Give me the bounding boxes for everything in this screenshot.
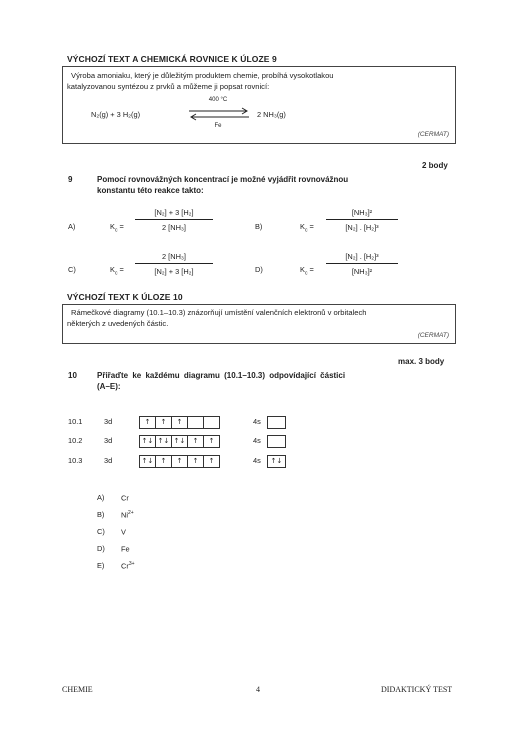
q10-question-line1: Přiřaďte ke každému diagramu (10.1–10.3) odpovídající částici: [97, 371, 346, 380]
q9-option-a-fraction: [135, 208, 213, 232]
q9-question-line2: konstantu této reakce takto:: [97, 186, 204, 195]
q9-number: 9: [68, 175, 73, 184]
q9-option-a-numerator: [N₂] + 3 [H₂]: [154, 208, 194, 217]
q10-answer-a-label: Cr: [121, 493, 129, 503]
q10-answer-c-letter[interactable]: C): [97, 527, 105, 536]
orbital-box: ↑↓: [139, 455, 156, 468]
orbital-box: [187, 416, 204, 429]
q10-answer-b-letter[interactable]: B): [97, 510, 105, 519]
q10-answer-b-label: $Ni^{2+}$: [121, 510, 134, 520]
diagram-10-2-4s-label: 4s: [253, 436, 261, 445]
q10-answer-e-letter[interactable]: E): [97, 561, 105, 570]
q9-option-c-denominator: [N₂] + 3 [H₂]: [154, 267, 194, 276]
intro10-text-line2: některých z uvedených částic.: [67, 319, 169, 328]
equilibrium-arrow-icon: [187, 107, 251, 121]
q9-question-line1: Pomocí rovnovážných koncentrací je možné vyjádřit rovnovážnou: [97, 175, 349, 184]
q10-answer-a-letter[interactable]: A): [97, 493, 105, 502]
equation-condition-bottom: Fe: [214, 123, 222, 129]
orbital-box: ↑: [171, 416, 188, 429]
diagram-10-2-3d-label: 3d: [104, 436, 113, 445]
diagram-10-3-4s-label: 4s: [253, 456, 261, 465]
diagram-10-1-3d-label: 3d: [104, 417, 113, 426]
q10-number: 10: [68, 371, 77, 380]
q9-option-b-numerator: [NH₃]²: [351, 208, 373, 217]
intro10-heading: VÝCHOZÍ TEXT K ÚLOZE 10: [67, 292, 183, 302]
footer-page-number: 4: [256, 685, 260, 694]
diagram-10-2-label: 10.2: [68, 436, 83, 445]
intro9-heading: VÝCHOZÍ TEXT A CHEMICKÁ ROVNICE K ÚLOZE 9: [67, 54, 277, 64]
q9-option-b-denominator: [N₂] . [H₂]³: [345, 223, 379, 232]
orbital-box: ↑: [155, 416, 172, 429]
orbital-box: ↑: [139, 416, 156, 429]
orbital-box: ↑↓: [139, 435, 156, 448]
q9-option-c-kc: $K_c$ =: [110, 265, 124, 277]
q9-option-d-kc: $K_c$ =: [300, 265, 314, 277]
intro10-text-line1: Rámečkové diagramy (10.1–10.3) znázorňují umístění valenčních elektronů v orbitalech: [71, 308, 367, 317]
q10-answer-d-label: Fe: [121, 544, 130, 554]
orbital-box: ↑: [187, 455, 204, 468]
intro10-box: [62, 304, 456, 344]
q9-option-c-fraction: [135, 252, 213, 276]
q9-option-b-kc: $K_c$ =: [300, 222, 314, 234]
q9-option-c-letter[interactable]: C): [68, 265, 76, 274]
diagram-10-3-3d-label: 3d: [104, 456, 113, 465]
q9-option-b-letter[interactable]: B): [255, 222, 263, 231]
intro10-source: (CERMAT): [417, 332, 449, 339]
q10-answer-e-label: $Cr^{3+}$: [121, 561, 135, 571]
q9-option-b-fraction: [326, 208, 398, 232]
orbital-box: ↑: [171, 455, 188, 468]
orbital-box: [203, 416, 220, 429]
q9-option-d-letter[interactable]: D): [255, 265, 263, 274]
orbital-box: ↑↓: [155, 435, 172, 448]
diagram-10-1-4s-label: 4s: [253, 417, 261, 426]
q10-answer-c-label: V: [121, 527, 126, 537]
orbital-box: ↑↓: [171, 435, 188, 448]
orbital-box: ↑: [155, 455, 172, 468]
orbital-box: ↑: [203, 455, 220, 468]
intro9-box: [62, 66, 456, 144]
diagram-10-1-4s-box: [267, 416, 286, 429]
diagram-10-2-4s-box: [267, 435, 286, 448]
q9-option-d-numerator: [N₂] . [H₂]³: [345, 252, 379, 261]
equation-reactants: N₂(g) + 3 H₂(g): [91, 110, 141, 119]
q9-option-d-fraction: [326, 252, 398, 276]
orbital-box: ↑: [203, 435, 220, 448]
diagram-10-3-label: 10.3: [68, 456, 83, 465]
intro9-text-line1: Výroba amoniaku, který je důležitým produktem chemie, probíhá vysokotlakou: [71, 71, 334, 80]
q9-option-a-letter[interactable]: A): [68, 222, 76, 231]
diagram-10-3-3d-boxes: [139, 455, 219, 468]
diagram-10-2-3d-boxes: [139, 435, 219, 448]
q9-points: 2 body: [422, 161, 448, 170]
intro9-text-line2: katalyzovanou syntézou z prvků a můžeme ji popsat rovnicí:: [67, 82, 270, 91]
q10-answer-d-letter[interactable]: D): [97, 544, 105, 553]
diagram-10-1-label: 10.1: [68, 417, 83, 426]
diagram-10-1-3d-boxes: [139, 416, 219, 429]
q10-question-line2: (A–E):: [97, 382, 121, 391]
equation-product: 2 NH₃(g): [257, 110, 286, 119]
intro9-source: (CERMAT): [417, 131, 449, 138]
footer-subject: CHEMIE: [62, 685, 93, 694]
orbital-box: ↑: [187, 435, 204, 448]
q9-option-a-kc: $K_c$ =: [110, 222, 124, 234]
q10-points: max. 3 body: [398, 357, 445, 366]
q9-option-c-numerator: 2 [NH₃]: [162, 252, 186, 261]
equation-condition-top: 400 °C: [208, 97, 228, 103]
q9-option-a-denominator: 2 [NH₃]: [162, 223, 186, 232]
diagram-10-3-4s-box: ↑↓: [267, 455, 286, 468]
q9-option-d-denominator: [NH₃]²: [351, 267, 373, 276]
footer-test-name: DIDAKTICKÝ TEST: [381, 685, 453, 694]
